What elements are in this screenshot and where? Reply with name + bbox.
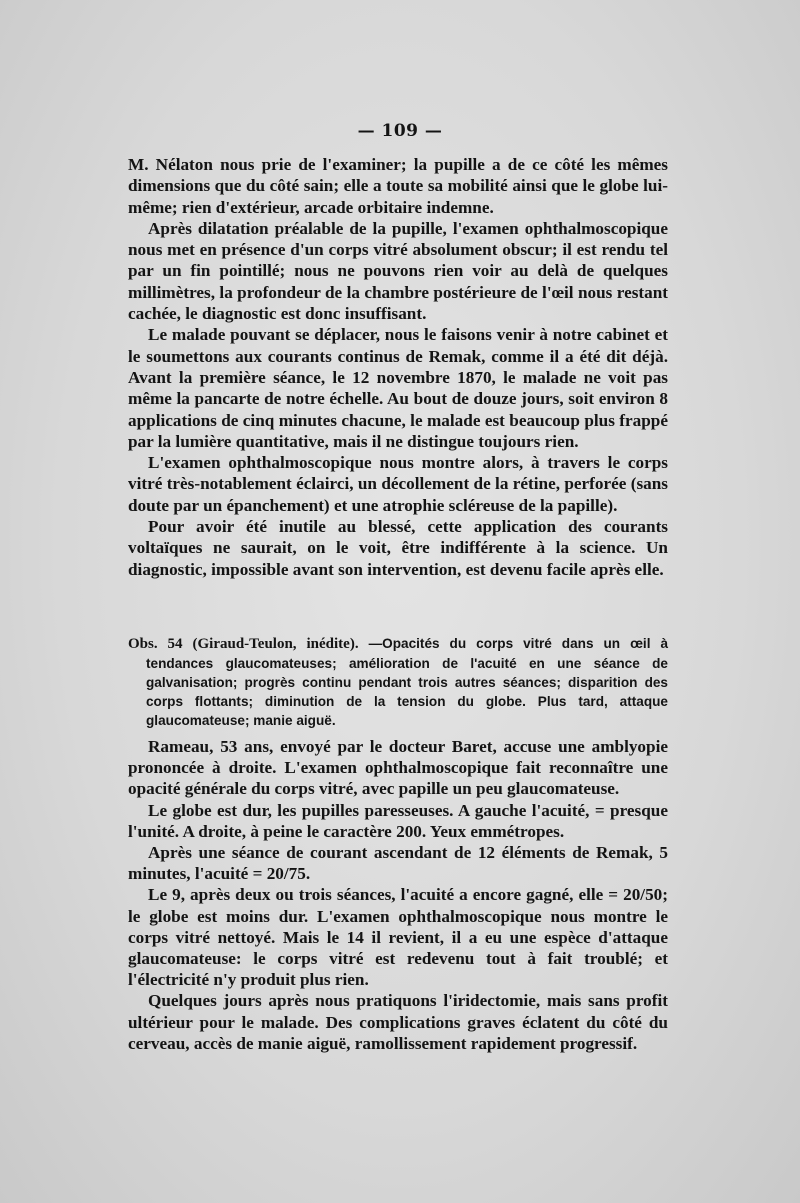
observation-summary: —Opacités du corps vitré dans un œil à tendances glaucomateuses; amélioration de l'acuité en une séance de galvanisation; progrès continu pendant trois autres séances; disparition des corps flottants; diminution de la tension du globe. Plus tard, attaque glaucomateuse; manie aiguë. <box>146 636 669 728</box>
observation-title: Obs. 54 (Giraud-Teulon, inédite). <box>128 636 359 652</box>
body-section-1 <box>128 154 668 580</box>
paragraph-le-9: Le 9, après deux ou trois séances, l'acuité a encore gagné, elle = 20/50; le globe est moins dur. L'examen ophthalmoscopique nous montre le corps vitré nettoyé. Mais le 14 il revient, il a eu une espèce d'attaque glaucomateuse: le corps vitré est redevenu tout à fait troublé; et l'électricité n'y produit plus rien. <box>128 885 668 990</box>
paragraph-dilatation: Après dilatation préalable de la pupille, l'examen ophthalmoscopique nous met en présence d'un corps vitré absolument obscur; il est rendu tel par un fin pointillé; nous ne pouvons rien voir au delà de quelques millimètres, la profondeur de la chambre postérieure de l'œil nous restant cachée, le diagnostic est donc insuffisant. <box>128 218 668 324</box>
body-section-2 <box>128 736 668 1054</box>
paragraph-rameau: Rameau, 53 ans, envoyé par le docteur Baret, accuse une amblyopie prononcée à droite. L'examen ophthalmoscopique fait reconnaître une opacité générale du corps vitré, avec papille un peu glaucomateuse. <box>128 737 668 799</box>
observation-paragraph <box>128 634 668 730</box>
paragraph-seance: Après une séance de courant ascendant de 12 éléments de Remak, 5 minutes, l'acuité = 20/75. <box>128 843 668 884</box>
paragraph-conclusion: Pour avoir été inutile au blessé, cette application des courants voltaïques ne saurait, on le voit, être indifférente à la science. Un diagnostic, impossible avant son intervention, est devenu facile après elle. <box>128 517 668 579</box>
page-number: — 109 — <box>357 121 443 141</box>
paragraph-globe: Le globe est dur, les pupilles paresseuses. A gauche l'acuité, = presque l'unité. A droite, à peine le caractère 200. Yeux emmétropes. <box>128 800 668 841</box>
paragraph-remak: Le malade pouvant se déplacer, nous le faisons venir à notre cabinet et le soumettons aux courants continus de Remak, comme il a été dit déjà. Avant la première séance, le 12 novembre 1870, le malade ne voit pas même la pancarte de notre échelle. Au bout de douze jours, soit environ 8 applications de cinq minutes chacune, le malade est beaucoup plus frappé par la lumière quantitative, mais il ne distingue toujours rien. <box>128 325 668 451</box>
paragraph-iridectomie: Quelques jours après nous pratiquons l'iridectomie, mais sans profit ultérieur pour le malade. Des complications graves éclatent du côté du cerveau, accès de manie aiguë, ramollissement rapidement progressif. <box>128 991 668 1053</box>
paragraph-nelaton: M. Nélaton nous prie de l'examiner; la pupille a de ce côté les mêmes dimensions que du côté sain; elle a toute sa mobilité ainsi que le globe lui-même; rien d'extérieur, arcade orbitaire indemne. <box>128 155 668 217</box>
paragraph-examen: L'examen ophthalmoscopique nous montre alors, à travers le corps vitré très-notablement éclairci, un décollement de la rétine, perforée (sans doute par un épanchement) et une atrophie scléreuse de la papille). <box>128 453 668 515</box>
observation-header <box>128 634 668 730</box>
